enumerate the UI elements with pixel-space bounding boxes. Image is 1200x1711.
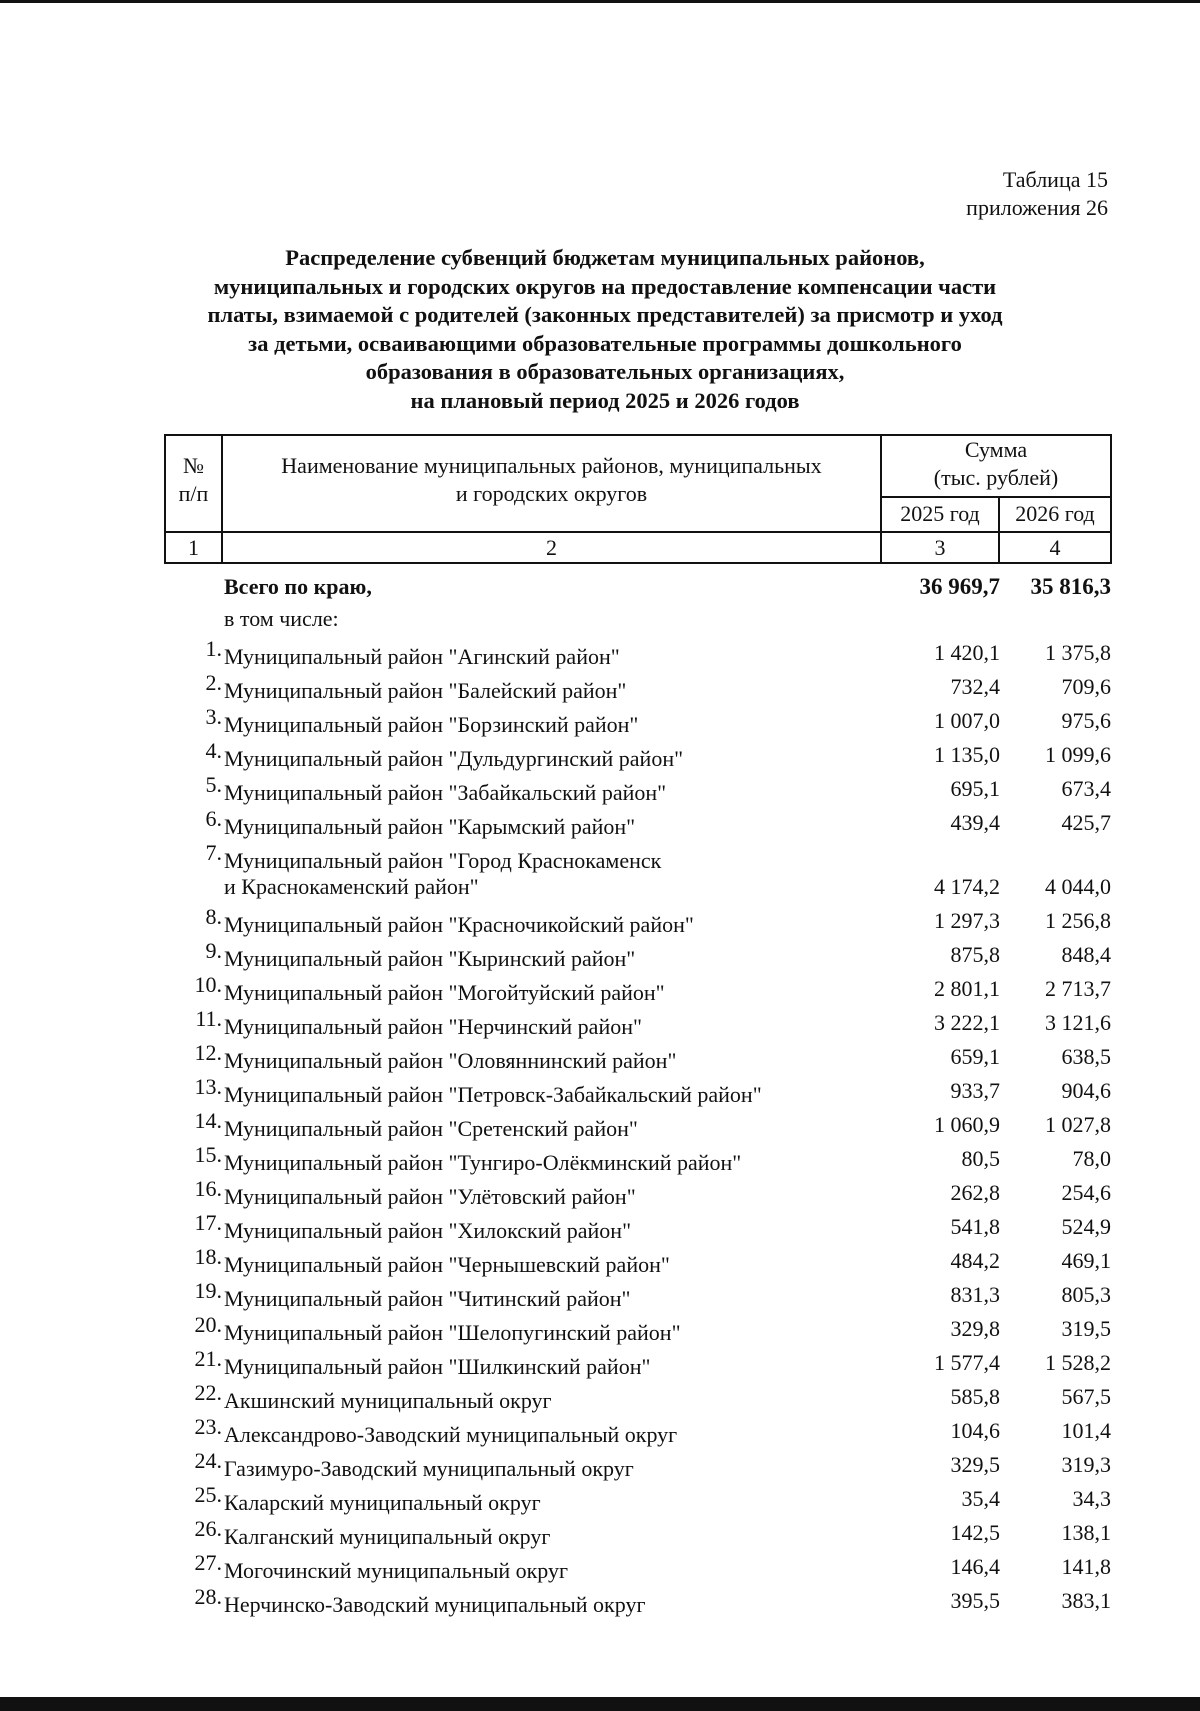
header-num-sign: № bbox=[183, 453, 204, 478]
row-value-2026: 524,9 bbox=[1061, 1214, 1111, 1239]
row-value-2025: 1 060,9 bbox=[934, 1112, 1000, 1137]
title-line: муниципальных и городских округов на предоставление компенсации части bbox=[213, 273, 997, 299]
row-number: 7. bbox=[205, 840, 222, 865]
row-name: Могочинский муниципальный округ bbox=[224, 1558, 569, 1583]
row-value-2025: 35,4 bbox=[961, 1486, 1000, 1511]
row-name: Муниципальный район "Карымский район" bbox=[224, 814, 636, 839]
header-year-2025: 2025 год bbox=[900, 501, 980, 526]
row-number: 9. bbox=[205, 938, 222, 963]
header-year-divider bbox=[880, 496, 1112, 498]
row-number: 23. bbox=[194, 1414, 222, 1439]
caption-appendix: приложения 26 bbox=[966, 195, 1108, 220]
row-name: Муниципальный район "Читинский район" bbox=[224, 1286, 631, 1311]
row-value-2026: 141,8 bbox=[1061, 1554, 1111, 1579]
title-line: за детьми, осваивающими образовательные программы дошкольного bbox=[248, 330, 962, 356]
row-value-2026: 319,5 bbox=[1061, 1316, 1111, 1341]
row-value-2025: 4 174,2 bbox=[934, 874, 1000, 899]
row-name: Муниципальный район "Могойтуйский район" bbox=[224, 980, 665, 1005]
row-number: 24. bbox=[194, 1448, 222, 1473]
row-value-2026: 1 528,2 bbox=[1045, 1350, 1111, 1375]
row-number: 27. bbox=[194, 1550, 222, 1575]
column-number: 2 bbox=[546, 535, 557, 560]
row-name: Муниципальный район "Город Краснокаменск bbox=[224, 848, 662, 873]
total-2025: 36 969,7 bbox=[919, 574, 1000, 599]
row-value-2026: 138,1 bbox=[1061, 1520, 1111, 1545]
row-number: 16. bbox=[194, 1176, 222, 1201]
header-sum-unit: (тыс. рублей) bbox=[933, 465, 1059, 490]
row-number: 20. bbox=[194, 1312, 222, 1337]
row-value-2026: 319,3 bbox=[1061, 1452, 1111, 1477]
row-number: 17. bbox=[194, 1210, 222, 1235]
row-value-2025: 484,2 bbox=[950, 1248, 1000, 1273]
row-value-2026: 673,4 bbox=[1061, 776, 1111, 801]
row-name-continued: и Краснокаменский район" bbox=[224, 874, 479, 899]
row-value-2026: 975,6 bbox=[1061, 708, 1111, 733]
row-value-2025: 831,3 bbox=[950, 1282, 1000, 1307]
row-value-2026: 3 121,6 bbox=[1045, 1010, 1111, 1035]
row-number: 13. bbox=[194, 1074, 222, 1099]
row-value-2026: 1 256,8 bbox=[1045, 908, 1111, 933]
row-number: 6. bbox=[205, 806, 222, 831]
row-number: 4. bbox=[205, 738, 222, 763]
document-title bbox=[150, 244, 1060, 415]
row-value-2025: 146,4 bbox=[950, 1554, 1000, 1579]
row-name: Акшинский муниципальный округ bbox=[224, 1388, 552, 1413]
row-value-2025: 1 297,3 bbox=[934, 908, 1000, 933]
row-value-2025: 695,1 bbox=[950, 776, 1000, 801]
row-name: Александрово-Заводский муниципальный округ bbox=[224, 1422, 678, 1447]
header-bottom-border bbox=[164, 531, 1112, 533]
row-value-2026: 848,4 bbox=[1061, 942, 1111, 967]
title-line: платы, взимаемой с родителей (законных представителей) за присмотр и уход bbox=[207, 302, 1003, 327]
including-label: в том числе: bbox=[224, 606, 339, 631]
header-sum-cell bbox=[882, 436, 1110, 492]
row-value-2026: 2 713,7 bbox=[1045, 976, 1111, 1001]
row-name: Муниципальный район "Шилкинский район" bbox=[224, 1354, 651, 1379]
row-value-2026: 469,1 bbox=[1061, 1248, 1111, 1273]
row-value-2025: 585,8 bbox=[950, 1384, 1000, 1409]
total-label: Всего по краю, bbox=[224, 574, 372, 599]
row-value-2025: 2 801,1 bbox=[934, 976, 1000, 1001]
row-name: Муниципальный район "Агинский район" bbox=[224, 644, 620, 669]
row-name: Муниципальный район "Забайкальский район" bbox=[224, 780, 667, 805]
row-name: Калганский муниципальный округ bbox=[224, 1524, 551, 1549]
row-number: 2. bbox=[205, 670, 222, 695]
row-value-2026: 709,6 bbox=[1061, 674, 1111, 699]
row-number: 22. bbox=[194, 1380, 222, 1405]
row-number: 15. bbox=[194, 1142, 222, 1167]
row-name: Муниципальный район "Оловяннинский район" bbox=[224, 1048, 677, 1073]
header-sum-label: Сумма bbox=[964, 437, 1028, 462]
row-value-2025: 329,5 bbox=[950, 1452, 1000, 1477]
row-value-2025: 142,5 bbox=[950, 1520, 1000, 1545]
table-row bbox=[0, 842, 1200, 906]
row-number: 3. bbox=[205, 704, 222, 729]
row-number: 11. bbox=[195, 1006, 222, 1031]
header-num-cell bbox=[166, 452, 221, 508]
row-name: Муниципальный район "Сретенский район" bbox=[224, 1116, 638, 1141]
row-name: Муниципальный район "Дульдургинский район" bbox=[224, 746, 684, 771]
row-name: Муниципальный район "Шелопугинский район" bbox=[224, 1320, 681, 1345]
row-value-2026: 101,4 bbox=[1061, 1418, 1111, 1443]
column-number: 1 bbox=[188, 535, 199, 560]
row-value-2025: 3 222,1 bbox=[934, 1010, 1000, 1035]
row-name: Муниципальный район "Красночикойский район" bbox=[224, 912, 694, 937]
row-value-2025: 1 420,1 bbox=[934, 640, 1000, 665]
row-number: 12. bbox=[194, 1040, 222, 1065]
header-right-border bbox=[1110, 434, 1112, 564]
title-line: образования в образовательных организациях, bbox=[365, 359, 845, 384]
row-number: 21. bbox=[194, 1346, 222, 1371]
header-num-label: п/п bbox=[178, 481, 209, 506]
row-value-2026: 1 375,8 bbox=[1045, 640, 1111, 665]
row-value-2026: 34,3 bbox=[1072, 1486, 1111, 1511]
row-number: 1. bbox=[205, 636, 222, 661]
row-name: Нерчинско-Заводский муниципальный округ bbox=[224, 1592, 646, 1617]
row-number: 14. bbox=[194, 1108, 222, 1133]
row-number: 8. bbox=[205, 904, 222, 929]
row-value-2026: 638,5 bbox=[1061, 1044, 1111, 1069]
header-name-line: и городских округов bbox=[455, 481, 648, 506]
row-value-2026: 1 027,8 bbox=[1045, 1112, 1111, 1137]
row-value-2026: 1 099,6 bbox=[1045, 742, 1111, 767]
total-2026: 35 816,3 bbox=[1030, 574, 1111, 599]
row-number: 26. bbox=[194, 1516, 222, 1541]
row-name: Муниципальный район "Хилокский район" bbox=[224, 1218, 632, 1243]
row-value-2026: 567,5 bbox=[1061, 1384, 1111, 1409]
row-value-2026: 78,0 bbox=[1072, 1146, 1111, 1171]
caption-table-number: Таблица 15 bbox=[1002, 167, 1108, 192]
row-name: Муниципальный район "Улётовский район" bbox=[224, 1184, 636, 1209]
top-border bbox=[0, 0, 1200, 3]
row-value-2025: 395,5 bbox=[950, 1588, 1000, 1613]
header-name-line: Наименование муниципальных районов, муниципальных bbox=[281, 453, 822, 478]
row-name: Муниципальный район "Борзинский район" bbox=[224, 712, 639, 737]
row-value-2026: 805,3 bbox=[1061, 1282, 1111, 1307]
column-number: 3 bbox=[934, 535, 946, 560]
row-number: 10. bbox=[194, 972, 222, 997]
row-value-2025: 1 007,0 bbox=[934, 708, 1000, 733]
row-value-2025: 933,7 bbox=[950, 1078, 1000, 1103]
row-number: 28. bbox=[194, 1584, 222, 1609]
row-value-2025: 875,8 bbox=[950, 942, 1000, 967]
header-year-2026: 2026 год bbox=[1015, 501, 1095, 526]
row-value-2025: 439,4 bbox=[950, 810, 1000, 835]
row-name: Каларский муниципальный округ bbox=[224, 1490, 541, 1515]
row-value-2025: 732,4 bbox=[950, 674, 1000, 699]
row-number: 18. bbox=[194, 1244, 222, 1269]
row-name: Муниципальный район "Балейский район" bbox=[224, 678, 627, 703]
title-line: на плановый период 2025 и 2026 годов bbox=[410, 387, 800, 413]
bottom-scan-border bbox=[0, 1697, 1200, 1711]
row-value-2026: 904,6 bbox=[1061, 1078, 1111, 1103]
row-name: Муниципальный район "Тунгиро-Олёкминский район" bbox=[224, 1150, 742, 1175]
row-value-2025: 1 135,0 bbox=[934, 742, 1000, 767]
header-name-cell bbox=[223, 452, 880, 508]
row-value-2025: 541,8 bbox=[950, 1214, 1000, 1239]
row-value-2026: 383,1 bbox=[1061, 1588, 1111, 1613]
title-line: Распределение субвенций бюджетам муниципальных районов, bbox=[285, 245, 925, 270]
row-value-2026: 425,7 bbox=[1061, 810, 1111, 835]
row-value-2026: 254,6 bbox=[1061, 1180, 1111, 1205]
row-value-2025: 1 577,4 bbox=[934, 1350, 1000, 1375]
row-name: Газимуро-Заводский муниципальный округ bbox=[224, 1456, 634, 1481]
row-number: 5. bbox=[205, 772, 222, 797]
table-caption bbox=[966, 166, 1108, 222]
row-number: 25. bbox=[194, 1482, 222, 1507]
row-value-2025: 329,8 bbox=[950, 1316, 1000, 1341]
row-name: Муниципальный район "Кыринский район" bbox=[224, 946, 636, 971]
row-value-2025: 262,8 bbox=[950, 1180, 1000, 1205]
row-name: Муниципальный район "Нерчинский район" bbox=[224, 1014, 642, 1039]
row-value-2025: 659,1 bbox=[950, 1044, 1000, 1069]
row-name: Муниципальный район "Чернышевский район" bbox=[224, 1252, 670, 1277]
row-value-2025: 80,5 bbox=[961, 1146, 1000, 1171]
row-value-2025: 104,6 bbox=[950, 1418, 1000, 1443]
row-number: 19. bbox=[194, 1278, 222, 1303]
row-name: Муниципальный район "Петровск-Забайкальский район" bbox=[224, 1082, 762, 1107]
column-numbers-border bbox=[164, 562, 1112, 564]
row-value-2026: 4 044,0 bbox=[1045, 874, 1111, 899]
column-number: 4 bbox=[1049, 535, 1061, 560]
